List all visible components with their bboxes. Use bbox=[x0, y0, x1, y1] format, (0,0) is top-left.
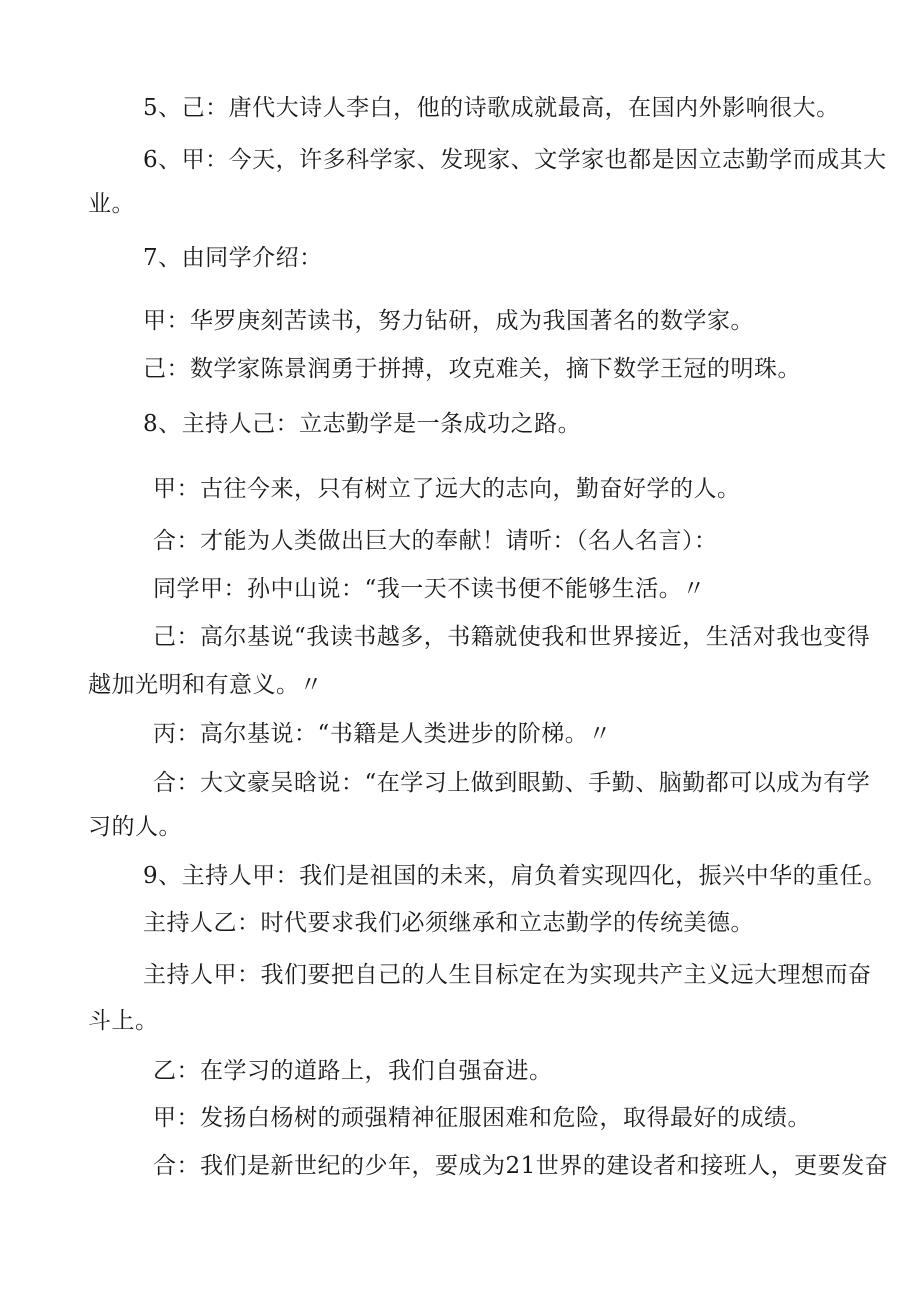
text-line: 己：数学家陈景润勇于拼搏，攻克难关，摘下数学王冠的明珠。 bbox=[143, 356, 801, 382]
text-line: 习的人。 bbox=[88, 814, 182, 840]
text-line: 甲：华罗庚刻苦读书，努力钻研，成为我国著名的数学家。 bbox=[143, 308, 754, 334]
text-line: 8、主持人己：立志勤学是一条成功之路。 bbox=[143, 411, 582, 437]
text-line: 斗上。 bbox=[88, 1008, 159, 1034]
text-line: 业。 bbox=[88, 191, 135, 217]
text-line: 乙：在学习的道路上，我们自强奋进。 bbox=[153, 1058, 553, 1084]
text-line: 甲：古往今来，只有树立了远大的志向，勤奋好学的人。 bbox=[153, 476, 741, 502]
text-line: 同学甲：孙中山说：“我一天不读书便不能够生活。〃 bbox=[153, 576, 706, 602]
text-line: 合：才能为人类做出巨大的奉献！请听：（名人名言）： bbox=[153, 528, 718, 554]
text-line: 甲：发扬白杨树的顽强精神征服困难和危险，取得最好的成绩。 bbox=[153, 1105, 811, 1131]
text-line: 6、甲：今天，许多科学家、发现家、文学家也都是因立志勤学而成其大 bbox=[143, 147, 887, 173]
text-line: 丙：高尔基说：“书籍是人类进步的阶梯。〃 bbox=[153, 721, 612, 747]
text-line: 5、己：唐代大诗人李白，他的诗歌成就最高，在国内外影响很大。 bbox=[143, 95, 840, 121]
text-line: 主持人甲：我们要把自己的人生目标定在为实现共产主义远大理想而奋 bbox=[143, 962, 872, 988]
text-line: 合：我们是新世纪的少年，要成为21世界的建设者和接班人，更要发奋 bbox=[153, 1153, 889, 1179]
text-line: 9、主持人甲：我们是祖国的未来，肩负着实现四化，振兴中华的重任。 bbox=[143, 863, 887, 889]
text-line: 己：高尔基说“我读书越多，书籍就使我和世界接近，生活对我也变得 bbox=[153, 624, 871, 650]
text-line: 越加光明和有意义。〃 bbox=[88, 672, 323, 698]
text-line: 7、由同学介绍： bbox=[143, 245, 323, 271]
text-line: 主持人乙：时代要求我们必须继承和立志勤学的传统美德。 bbox=[143, 910, 754, 936]
text-line: 合：大文豪吴晗说：“在学习上做到眼勤、手勤、脑勤都可以成为有学 bbox=[153, 770, 871, 796]
